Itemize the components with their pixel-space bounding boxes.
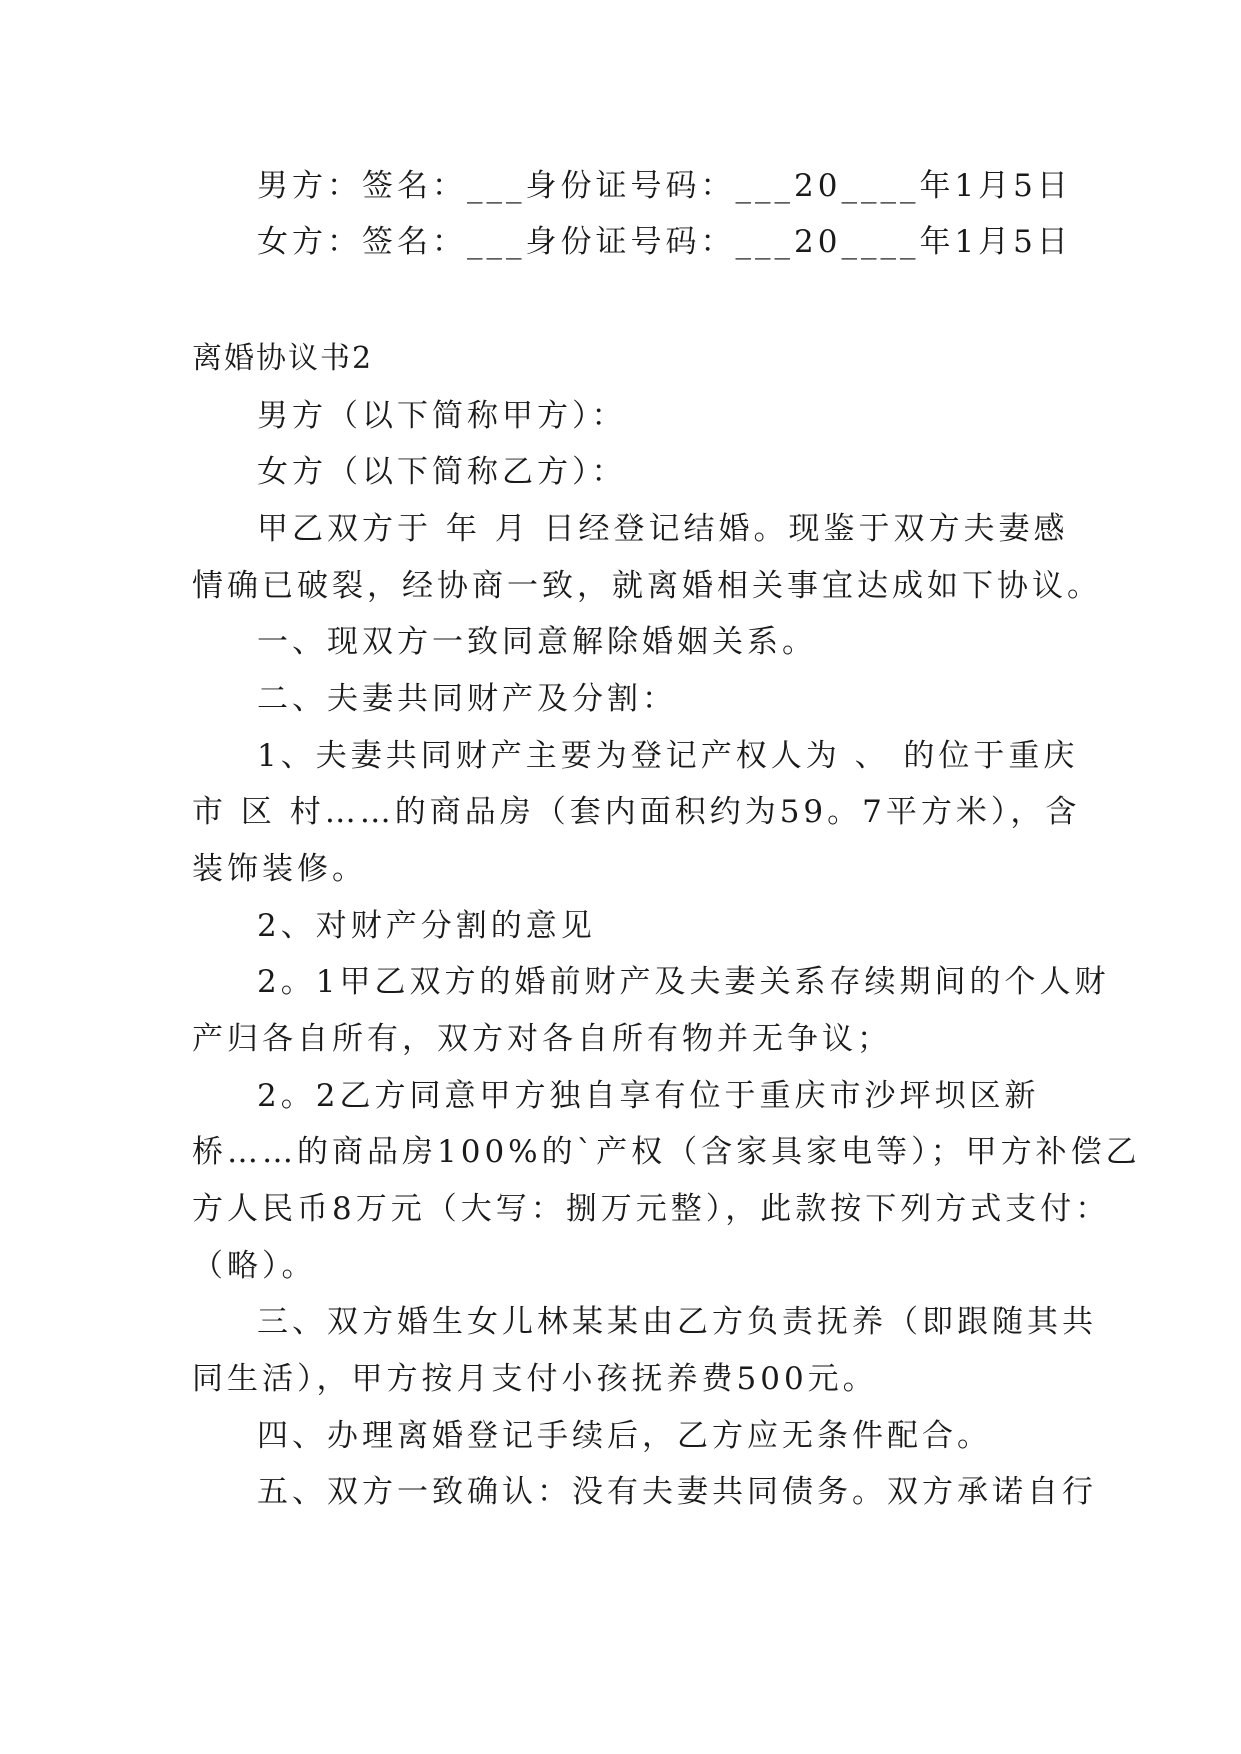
paragraph-line: 装饰装修。 (192, 851, 367, 887)
paragraph-line: 四、办理离婚登记手续后，乙方应无条件配合。 (257, 1418, 992, 1454)
paragraph-line: 市 区 村……的商品房（套内面积约为59。7平方米），含 (192, 794, 1081, 830)
paragraph-line: 2、对财产分割的意见 (257, 908, 596, 944)
paragraph-line: 三、双方婚生女儿林某某由乙方负责抚养（即跟随其共 (257, 1304, 1097, 1340)
paragraph-line: 女方（以下简称乙方）： (257, 454, 627, 490)
paragraph-line: 2。1甲乙双方的婚前财产及夫妻关系存续期间的个人财 (257, 964, 1110, 1000)
signature-line-male: 男方：签名：___身份证号码：___20____年1月5日 (257, 168, 1072, 204)
paragraph-line: （略）。 (192, 1248, 317, 1284)
paragraph-line: 同生活），甲方按月支付小孩抚养费500元。 (192, 1361, 878, 1397)
paragraph-line: 男方（以下简称甲方）： (257, 398, 627, 434)
paragraph-line: 甲乙双方于 年 月 日经登记结婚。现鉴于双方夫妻感 (257, 511, 1069, 547)
paragraph-line: 产归各自所有，双方对各自所有物并无争议； (192, 1021, 892, 1057)
paragraph-line: 二、夫妻共同财产及分割： (257, 681, 677, 717)
paragraph-line: 五、双方一致确认：没有夫妻共同债务。双方承诺自行 (257, 1474, 1097, 1510)
paragraph-line: 方人民币8万元（大写：捌万元整），此款按下列方式支付： (192, 1191, 1111, 1227)
paragraph-line: 情确已破裂，经协商一致，就离婚相关事宜达成如下协议。 (192, 568, 1102, 604)
paragraph-line: 2。2乙方同意甲方独自享有位于重庆市沙坪坝区新 (257, 1078, 1040, 1114)
paragraph-line: 桥……的商品房100%的`产权（含家具家电等）；甲方补偿乙 (192, 1134, 1141, 1170)
signature-line-female: 女方：签名：___身份证号码：___20____年1月5日 (257, 224, 1072, 260)
paragraph-line: 一、现双方一致同意解除婚姻关系。 (257, 624, 817, 660)
paragraph-line: 1、夫妻共同财产主要为登记产权人为 、 的位于重庆 (257, 738, 1079, 774)
document-title: 离婚协议书2 (192, 341, 374, 376)
